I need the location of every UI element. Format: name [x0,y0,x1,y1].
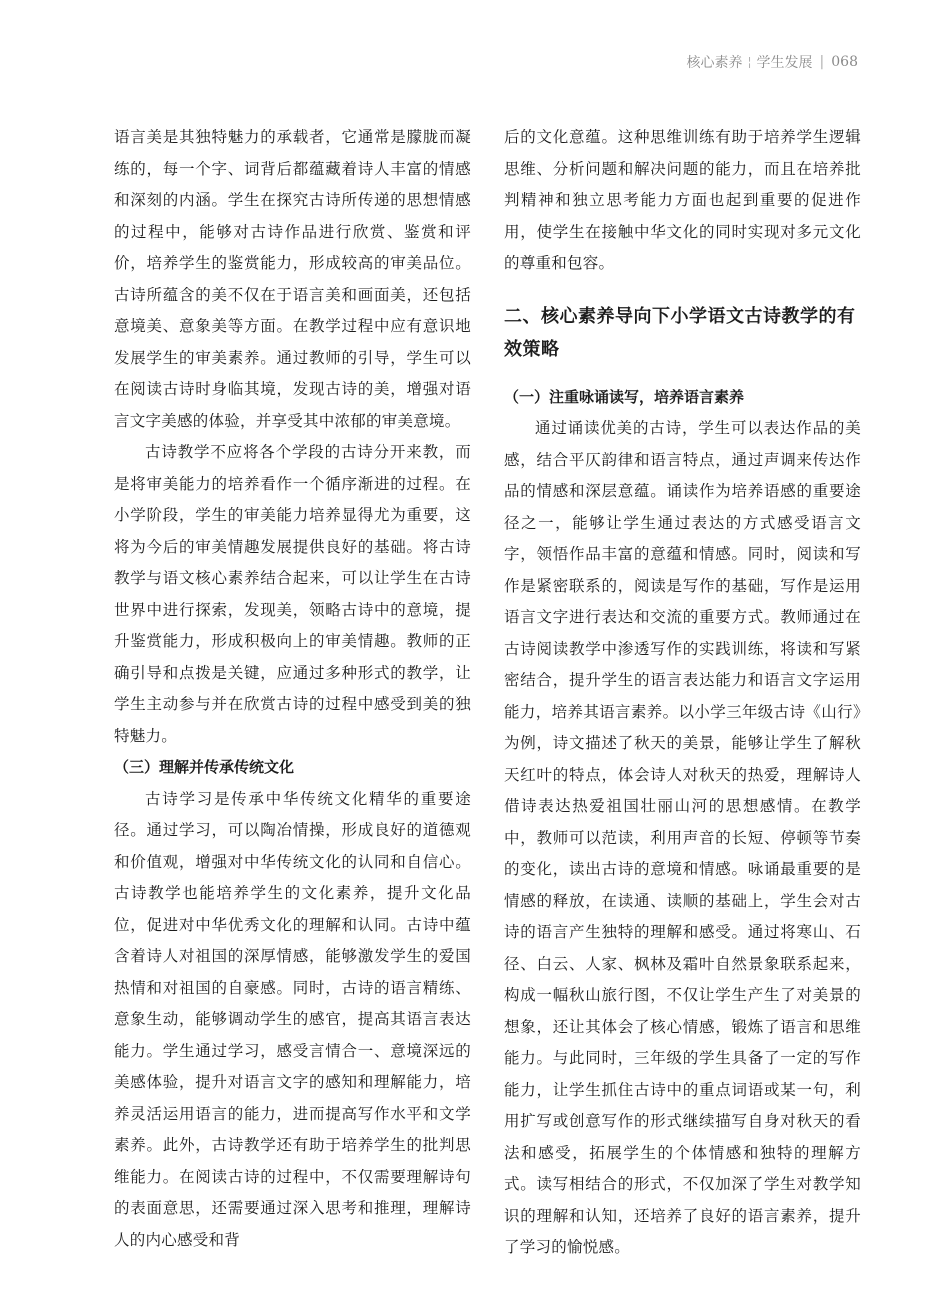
right-column [504,122,861,1264]
section-heading: 二、核心素养导向下小学语文古诗教学的有效策略 [504,305,856,360]
running-header [687,52,859,72]
paragraph: 后的文化意蕴。这种思维训练有助于培养学生逻辑思维、分析问题和解决问题的能力，而且在培养批判精神和独立思考能力方面也起到重要的促进作用，使学生在接触中华文化的同时实现对多元文化的尊重和包容。 [504,128,861,272]
column-label: 学生发展 [756,55,813,71]
header-divider: | [819,54,825,70]
page-number: 068 [831,54,858,70]
subsection-heading: （一）注重咏诵读写，培养语言素养 [504,387,745,406]
left-column [114,122,471,1256]
paragraph: 古诗学习是传承中华传统文化精华的重要途径。通过学习，可以陶冶情操，形成良好的道德观和价值观，增强对中华传统文化的认同和自信心。古诗教学也能培养学生的文化素养，提升文化品位，促进对中华优秀文化的理解和认同。古诗中蕴含着诗人对祖国的深厚情感，能够激发学生的爱国热情和对祖国的自豪感。同时，古诗的语言精练、意象生动，能够调动学生的感官，提高其语言表达能力。学生通过学习，感受言情合一、意境深远的美感体验，提升对语言文字的感知和理解能力，培养灵活运用语言的能力，进而提高写作水平和文学素养。此外，古诗教学还有助于培养学生的批判思维能力。在阅读古诗的过程中，不仅需要理解诗句的表面意思，还需要通过深入思考和推理，理解诗人的内心感受和背 [114,789,471,1249]
paragraph: 古诗教学不应将各个学段的古诗分开来教，而是将审美能力的培养看作一个循序渐进的过程。在小学阶段，学生的审美能力培养显得尤为重要，这将为今后的审美情趣发展提供良好的基础。将古诗教学与语文核心素养结合起来，可以让学生在古诗世界中进行探索，发现美，领略古诗中的意境，提升鉴赏能力，形成积极向上的审美情趣。教师的正确引导和点拨是关键，应通过多种形式的教学，让学生主动参与并在欣赏古诗的过程中感受到美的独特魅力。 [114,443,471,745]
subsection-heading: （三）理解并传承传统文化 [114,758,295,776]
journal-section-label: 核心素养 [686,55,743,71]
paragraph: 通过诵读优美的古诗，学生可以表达作品的美感，结合平仄韵律和语言特点，通过声调来传达作品的情感和深层意蕴。诵读作为培养语感的重要途径之一，能够让学生通过表达的方式感受语言文字，领悟作品丰富的意蕴和情感。同时，阅读和写作是紧密联系的，阅读是写作的基础，写作是运用语言文字进行表达和交流的重要方式。教师通过在古诗阅读教学中渗透写作的实践训练，将读和写紧密结合，提升学生的语言表达能力和语言文字运用能力，培养其语言素养。以小学三年级古诗《山行》为例，诗文描述了秋天的美景，能够让学生了解秋天红叶的特点，体会诗人对秋天的热爱，理解诗人借诗表达热爱祖国壮丽山河的思想感情。在教学中，教师可以范读，利用声音的长短、停顿等节奏的变化，读出古诗的意境和情感。咏诵最重要的是情感的释放，在读通、读顺的基础上，学生会对古诗的语言产生独特的理解和感受。通过将寒山、石径、白云、人家、枫林及霜叶自然景象联系起来，构成一幅秋山旅行图，不仅让学生产生了对美景的想象，还让其体会了核心情感，锻炼了语言和思维能力。与此同时，三年级的学生具备了一定的写作能力，让学生抓住古诗中的重点词语或某一句，利用扩写或创意写作的形式继续描写自身对秋天的看法和感受，拓展学生的个体情感和独特的理解方式。读写相结合的形式，不仅加深了学生对教学知识的理解和认知，还培养了良好的语言素养，提升了学习的愉悦感。 [504,419,861,1256]
paragraph: 语言美是其独特魅力的承载者，它通常是朦胧而凝练的，每一个字、词背后都蕴藏着诗人丰富的情感和深刻的内涵。学生在探究古诗所传递的思想情感的过程中，能够对古诗作品进行欣赏、鉴赏和评价，培养学生的鉴赏能力，形成较高的审美品位。古诗所蕴含的美不仅在于语言美和画面美，还包括意境美、意象美等方面。在教学过程中应有意识地发展学生的审美素养。通过教师的引导，学生可以在阅读古诗时身临其境，发现古诗的美，增强对语言文字美感的体验，并享受其中浓郁的审美意境。 [114,128,471,430]
header-separator: ¦ [747,55,752,69]
